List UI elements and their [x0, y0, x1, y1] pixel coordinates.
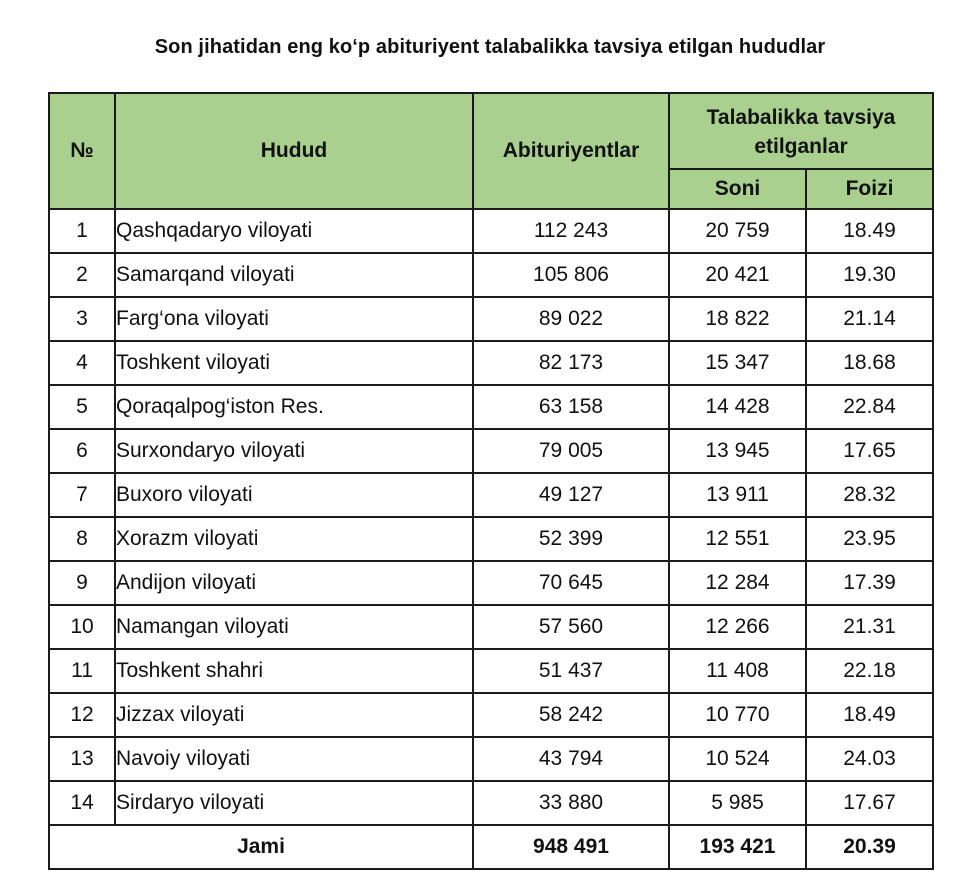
row-applicants-cell: 57 560	[473, 605, 669, 649]
table-row	[49, 341, 933, 385]
table-row	[49, 781, 933, 825]
row-region-cell: Namangan viloyati	[115, 605, 473, 649]
table-row	[49, 209, 933, 253]
row-applicants-cell: 51 437	[473, 649, 669, 693]
table-row	[49, 253, 933, 297]
row-count-cell: 12 284	[669, 561, 806, 605]
row-percent-cell: 18.68	[806, 341, 933, 385]
table-row	[49, 605, 933, 649]
row-count-cell: 13 945	[669, 429, 806, 473]
row-applicants-cell: 112 243	[473, 209, 669, 253]
table-header	[49, 93, 933, 209]
row-region-cell: Toshkent shahri	[115, 649, 473, 693]
table-row	[49, 517, 933, 561]
row-percent-cell: 22.84	[806, 385, 933, 429]
row-num-cell: 7	[49, 473, 115, 517]
row-applicants-cell: 105 806	[473, 253, 669, 297]
row-count-cell: 18 822	[669, 297, 806, 341]
row-count-cell: 15 347	[669, 341, 806, 385]
total-count: 193 421	[669, 825, 806, 869]
table-body	[49, 209, 933, 825]
table-row	[49, 649, 933, 693]
row-count-cell: 20 759	[669, 209, 806, 253]
total-label: Jami	[49, 825, 473, 869]
row-percent-cell: 17.65	[806, 429, 933, 473]
row-count-cell: 5 985	[669, 781, 806, 825]
table-row	[49, 297, 933, 341]
row-num-cell: 10	[49, 605, 115, 649]
row-region-cell: Xorazm viloyati	[115, 517, 473, 561]
row-applicants-cell: 33 880	[473, 781, 669, 825]
header-num: №	[49, 93, 115, 209]
row-num-cell: 3	[49, 297, 115, 341]
row-percent-cell: 28.32	[806, 473, 933, 517]
row-applicants-cell: 70 645	[473, 561, 669, 605]
row-percent-cell: 21.31	[806, 605, 933, 649]
row-percent-cell: 18.49	[806, 209, 933, 253]
row-applicants-cell: 58 242	[473, 693, 669, 737]
total-row	[49, 825, 933, 869]
row-region-cell: Jizzax viloyati	[115, 693, 473, 737]
table-row	[49, 561, 933, 605]
page-title: Son jihatidan eng ko‘p abituriyent talabalikka tavsiya etilgan hududlar	[154, 36, 826, 58]
row-percent-cell: 23.95	[806, 517, 933, 561]
row-num-cell: 9	[49, 561, 115, 605]
row-region-cell: Surxondaryo viloyati	[115, 429, 473, 473]
total-percent: 20.39	[806, 825, 933, 869]
row-region-cell: Samarqand viloyati	[115, 253, 473, 297]
row-count-cell: 10 524	[669, 737, 806, 781]
row-percent-cell: 18.49	[806, 693, 933, 737]
row-region-cell: Navoiy viloyati	[115, 737, 473, 781]
row-percent-cell: 22.18	[806, 649, 933, 693]
row-num-cell: 12	[49, 693, 115, 737]
table-footer	[49, 825, 933, 869]
row-percent-cell: 19.30	[806, 253, 933, 297]
row-percent-cell: 21.14	[806, 297, 933, 341]
header-percent: Foizi	[806, 169, 933, 209]
regions-table	[48, 92, 934, 870]
total-applicants: 948 491	[473, 825, 669, 869]
row-count-cell: 10 770	[669, 693, 806, 737]
row-num-cell: 11	[49, 649, 115, 693]
row-region-cell: Buxoro viloyati	[115, 473, 473, 517]
table-row	[49, 385, 933, 429]
row-num-cell: 14	[49, 781, 115, 825]
row-applicants-cell: 79 005	[473, 429, 669, 473]
table-row	[49, 473, 933, 517]
row-count-cell: 12 266	[669, 605, 806, 649]
row-num-cell: 6	[49, 429, 115, 473]
row-num-cell: 4	[49, 341, 115, 385]
row-count-cell: 13 911	[669, 473, 806, 517]
row-num-cell: 5	[49, 385, 115, 429]
row-count-cell: 12 551	[669, 517, 806, 561]
row-region-cell: Qoraqalpog‘iston Res.	[115, 385, 473, 429]
header-applicants: Abituriyentlar	[473, 93, 669, 209]
row-count-cell: 20 421	[669, 253, 806, 297]
row-region-cell: Toshkent viloyati	[115, 341, 473, 385]
table-row	[49, 737, 933, 781]
row-region-cell: Andijon viloyati	[115, 561, 473, 605]
header-count: Soni	[669, 169, 806, 209]
row-applicants-cell: 63 158	[473, 385, 669, 429]
row-region-cell: Qashqadaryo viloyati	[115, 209, 473, 253]
row-applicants-cell: 49 127	[473, 473, 669, 517]
header-region: Hudud	[115, 93, 473, 209]
table-row	[49, 429, 933, 473]
row-num-cell: 13	[49, 737, 115, 781]
table-row	[49, 693, 933, 737]
row-num-cell: 2	[49, 253, 115, 297]
row-applicants-cell: 52 399	[473, 517, 669, 561]
row-count-cell: 11 408	[669, 649, 806, 693]
row-applicants-cell: 89 022	[473, 297, 669, 341]
row-num-cell: 8	[49, 517, 115, 561]
row-num-cell: 1	[49, 209, 115, 253]
row-count-cell: 14 428	[669, 385, 806, 429]
row-region-cell: Farg‘ona viloyati	[115, 297, 473, 341]
row-region-cell: Sirdaryo viloyati	[115, 781, 473, 825]
header-recommended: Talabalikka tavsiya etilganlar	[669, 93, 933, 169]
row-applicants-cell: 43 794	[473, 737, 669, 781]
row-percent-cell: 17.67	[806, 781, 933, 825]
row-applicants-cell: 82 173	[473, 341, 669, 385]
row-percent-cell: 24.03	[806, 737, 933, 781]
row-percent-cell: 17.39	[806, 561, 933, 605]
